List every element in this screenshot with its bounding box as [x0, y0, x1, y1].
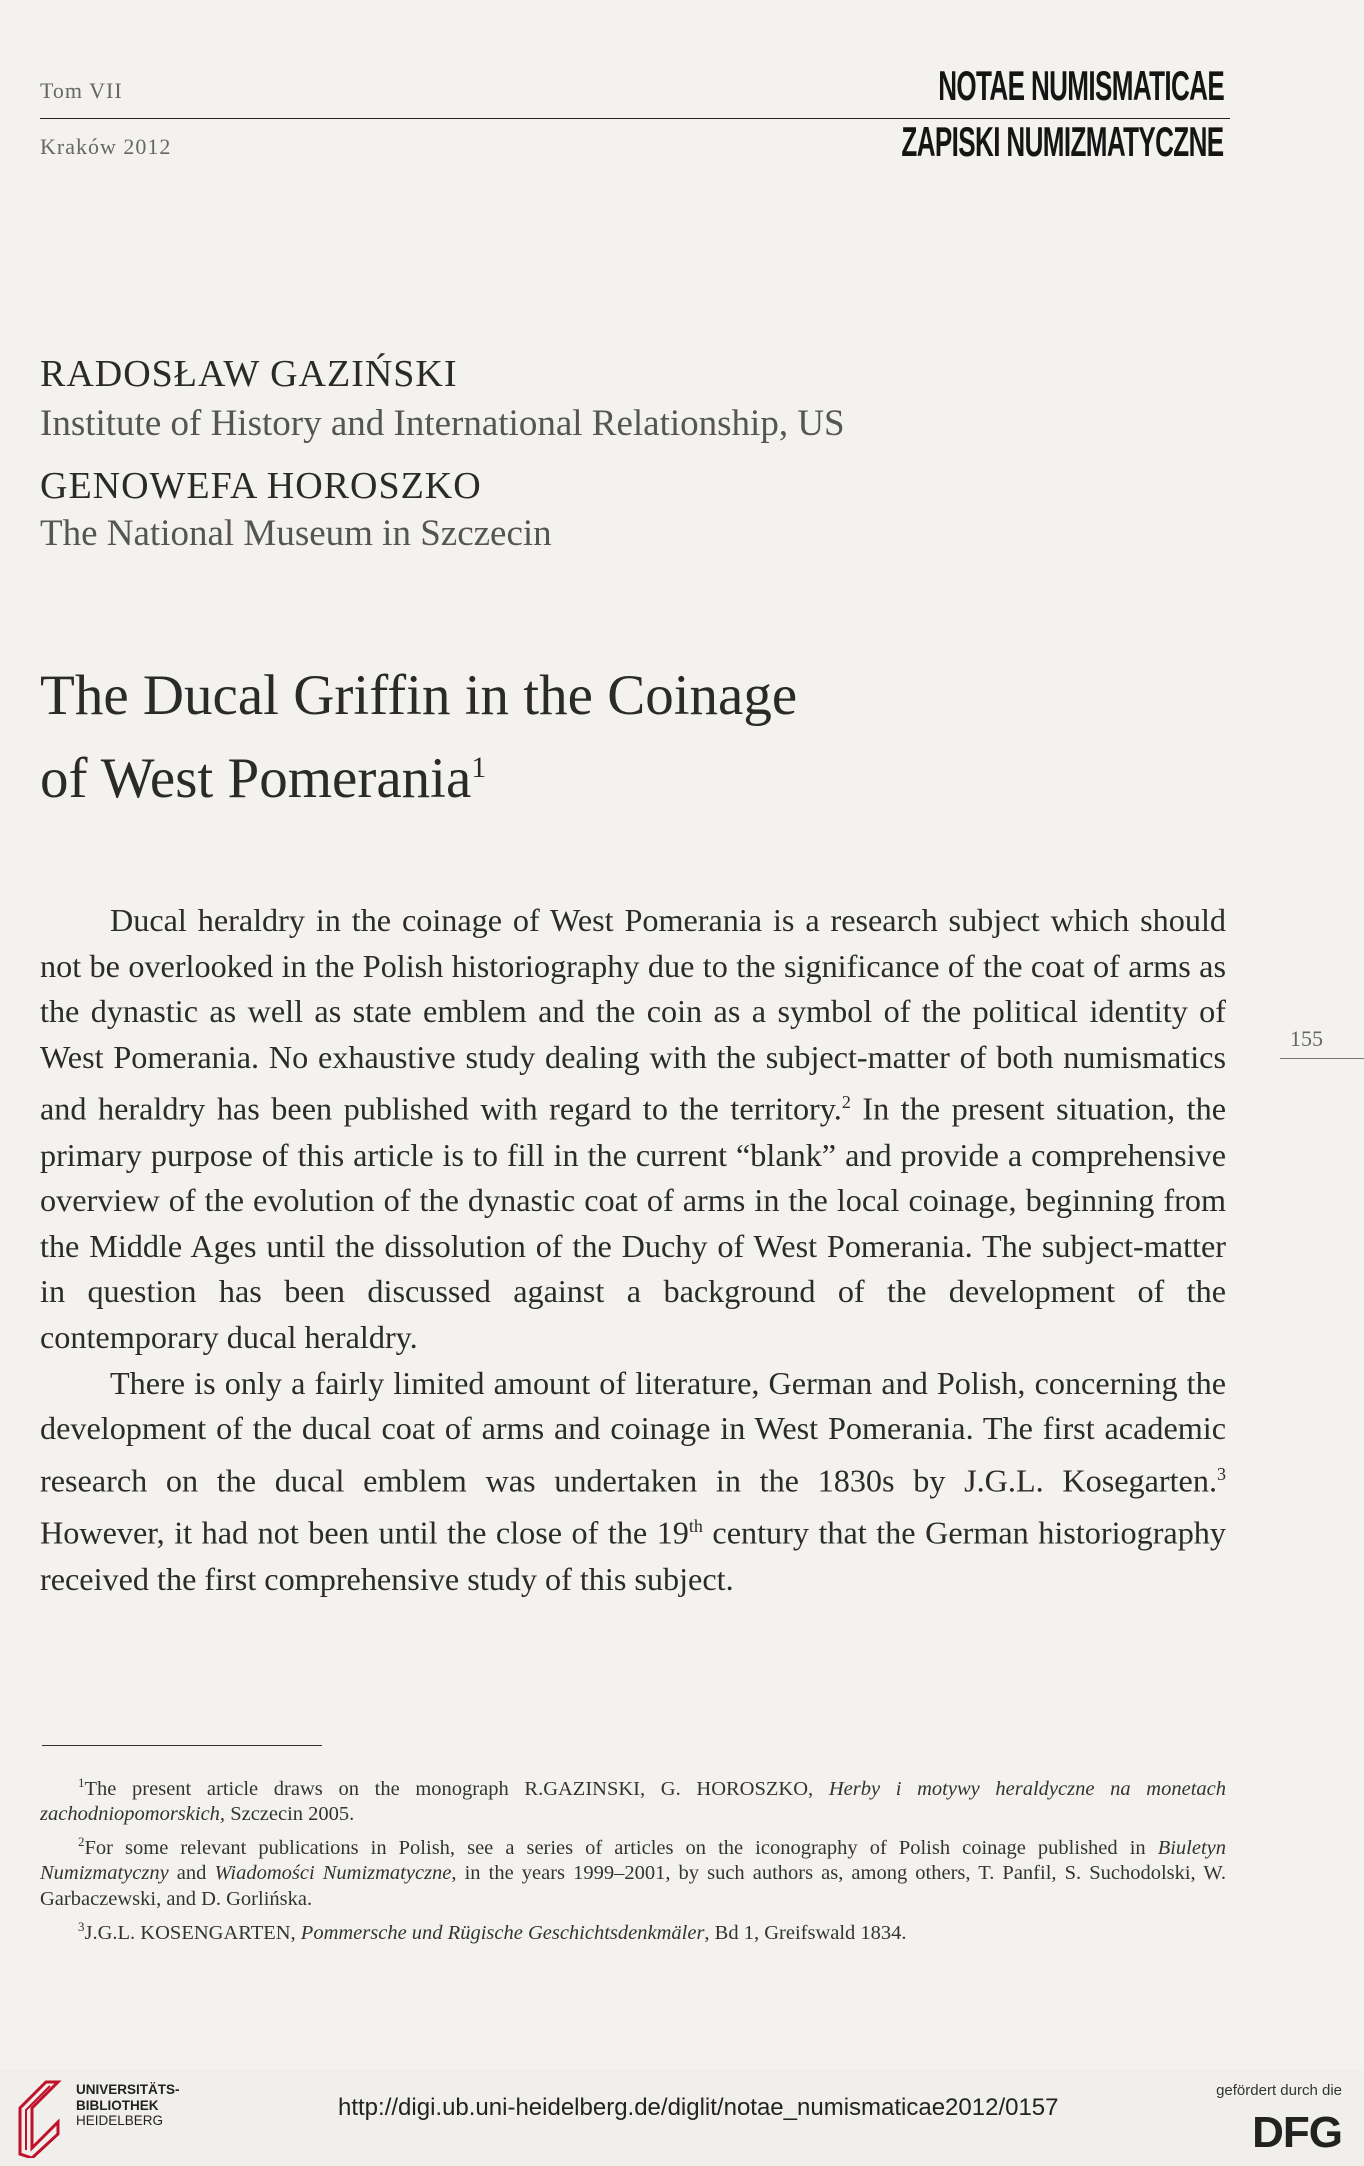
footnote-1-number: 1	[78, 1775, 85, 1790]
footnote-2-text-b: and	[168, 1862, 215, 1885]
footnote-2	[40, 1829, 1226, 1913]
volume-label: Tom VII	[40, 78, 123, 103]
body-paragraph-2-text-c: century that the German historiography received the first comprehensive study of this subject.	[40, 1514, 1226, 1597]
place-year-label: Kraków 2012	[40, 134, 172, 159]
footnote-1-text-a: The present article draws on the monograph R.GAZINSKI, G. HOROSZKO,	[84, 1777, 829, 1800]
library-name-line2: BIBLIOTHEK	[76, 2097, 159, 2113]
footnote-3-book-title: Pommersche und Rügische Geschichtsdenkmäler	[300, 1921, 705, 1944]
footnote-ref-2[interactable]: 2	[841, 1092, 851, 1113]
article-body	[40, 898, 1226, 1602]
footnote-3-text-b: , Bd 1, Greifswald 1834.	[704, 1921, 907, 1944]
footnote-ref-3[interactable]: 3	[1217, 1463, 1226, 1484]
footnote-1-book-title: Herby i motywy heraldyczne na monetach zachodniopomorskich,	[40, 1777, 1227, 1826]
author-affiliation-2: The National Museum in Szczecin	[40, 513, 552, 554]
article-title-line1: The Ducal Griffin in the Coinage	[40, 664, 798, 727]
footnote-3-number: 3	[78, 1918, 85, 1934]
body-paragraph-2	[40, 1361, 1226, 1602]
title-footnote-ref[interactable]: 1	[471, 751, 487, 784]
dfg-logo: DFG	[1252, 2108, 1342, 2157]
library-name	[76, 2082, 180, 2129]
body-paragraph-2-text-b: However, it had not been until the close of the 19	[40, 1514, 689, 1551]
footnote-2-journal-1: Biuletyn Numizmatyczny	[40, 1836, 1226, 1885]
author-affiliation-1: Institute of History and International Relationship, US	[40, 403, 845, 444]
journal-subtitle: ZAPISKI NUMIZMATYCZNE	[901, 118, 1224, 165]
page-number-rule	[1280, 1058, 1364, 1059]
footnotes	[40, 1770, 1226, 1947]
footnote-2-text-a: For some relevant publications in Polish, see a series of articles on the iconography of Polish coinage published in	[84, 1836, 1158, 1859]
page-number: 155	[1290, 1026, 1323, 1051]
author-name-2: GENOWEFA HOROSZKO	[40, 465, 482, 507]
author-name-1: RADOSŁAW GAZIŃSKI	[40, 353, 458, 395]
footnote-2-journal-2: Wiadomości Numizmatyczne	[214, 1862, 452, 1885]
article-title	[40, 660, 797, 815]
footnote-separator	[42, 1745, 322, 1746]
body-paragraph-1-text-a: Ducal heraldry in the coinage of West Pomerania is a research subject which should not be overlooked in the Polish historiography due to the significance of the coat of arms as the dynastic as well as state emblem and the coin as a symbol of the political identity of West Pomerania. No exhaustive study dealing with the subject-matter of both numismatics and heraldry has been published with regard to the territory.	[40, 902, 1226, 1128]
body-paragraph-1	[40, 898, 1226, 1361]
library-name-line1: UNIVERSITÄTS-	[76, 2082, 180, 2097]
footnote-1-text-b: Szczecin 2005.	[225, 1803, 355, 1826]
footnote-1	[40, 1770, 1226, 1828]
article-title-line2-text: of West Pomerania	[40, 747, 472, 810]
journal-title: NOTAE NUMISMATICAE	[938, 62, 1224, 109]
body-paragraph-2-text-a: There is only a fairly limited amount of literature, German and Polish, concerning the development of the ducal coat of arms and coinage in West Pomerania. The first academic research on the ducal emblem was undertaken in the 1830s by J.G.L. Kosegarten.	[40, 1364, 1226, 1499]
source-url-link[interactable]: http://digi.ub.uni-heidelberg.de/diglit/notae_numismaticae2012/0157	[338, 2094, 1059, 2121]
body-paragraph-1-text-b: In the present situation, the primary purpose of this article is to fill in the current “blank” and provide a comprehensive overview of the evolution of the dynastic coat of arms in the local coinage, beginning from the Middle Ages until the dissolution of the Duchy of West Pomerania. The subject-matter in question has been discussed against a background of the development of the contemporary ducal heraldry.	[40, 1091, 1226, 1356]
footnote-3	[40, 1914, 1226, 1946]
funding-note: gefördert durch die	[1216, 2082, 1342, 2099]
ordinal-suffix: th	[688, 1516, 703, 1537]
library-logo-icon	[16, 2078, 62, 2158]
footnote-3-text-a: J.G.L. KOSENGARTEN,	[84, 1921, 301, 1944]
library-name-line3: HEIDELBERG	[76, 2113, 164, 2128]
footnote-2-number: 2	[78, 1834, 85, 1850]
article-title-line2	[40, 732, 797, 815]
footnote-2-text-c: , in the years 1999–2001, by such authors as, among others, T. Panfil, S. Suchodolski, W. Garbaczewski, and D. Gorlińska.	[40, 1862, 1226, 1911]
